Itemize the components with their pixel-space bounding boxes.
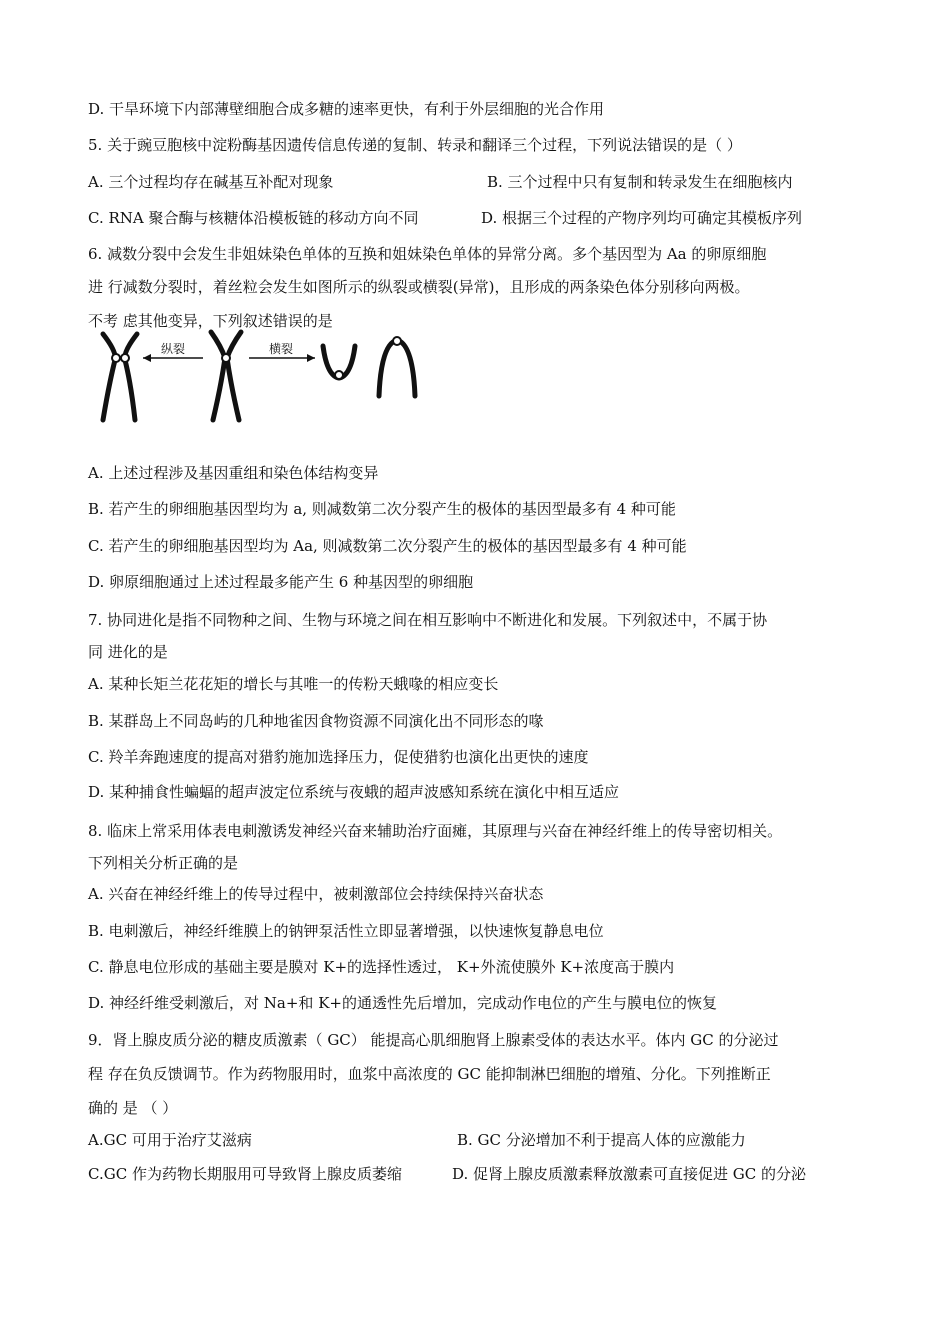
q6-option-a: A. 上述过程涉及基因重组和染色体结构变异 [88,464,379,482]
q9-stem-line2: 程 存在负反馈调节。作为药物服用时，血浆中高浓度的 GC 能抑制淋巴细胞的增殖、分化。下列推断正 [88,1065,771,1083]
q5-option-b: B. 三个过程中只有复制和转录发生在细胞核内 [487,173,793,191]
arrow-head-right [307,354,315,362]
q6-option-c: C. 若产生的卵细胞基因型均为 Aa, 则减数第二次分裂产生的极体的基因型最多有 4 种可能 [88,537,687,555]
q6-stem-line3: 不考 虑其他变异，下列叙述错误的是 [88,312,333,330]
q5-stem: 5. 关于豌豆胞核中淀粉酶基因遗传信息传递的复制、转录和翻译三个过程，下列说法错误的是（ ） [88,136,742,154]
q9-option-c: C.GC 作为药物长期服用可导致肾上腺皮质萎缩 [88,1165,402,1183]
arch-shaped-chromosome [379,340,415,396]
q9-option-d: D. 促肾上腺皮质激素释放激素可直接促进 GC 的分泌 [452,1165,807,1183]
q7-option-a: A. 某种长矩兰花花矩的增长与其唯一的传粉天蛾喙的相应变长 [88,675,499,693]
chromosome-split-figure [95,326,425,426]
q8-option-a: A. 兴奋在神经纤维上的传导过程中，被刺激部位会持续保持兴奋状态 [88,885,544,903]
q9-stem-line3: 确的 是 （ ） [88,1099,178,1117]
split-sister-chromatids-left [103,334,137,420]
q7-option-d: D. 某种捕食性蝙蝠的超声波定位系统与夜蛾的超声波感知系统在演化中相互适应 [88,783,620,801]
q7-option-b: B. 某群岛上不同岛屿的几种地雀因食物资源不同演化出不同形态的喙 [88,712,544,730]
q6-stem-line2: 进 行减数分裂时，着丝粒会发生如图所示的纵裂或横裂(异常)，且形成的两条染色体分别移向两极。 [88,278,750,296]
q7-stem-line2: 同 进化的是 [88,643,168,661]
q9-stem-line1: 9．肾上腺皮质分泌的糖皮质激素（ GC） 能提高心肌细胞肾上腺素受体的表达水平。体内 GC 的分泌过 [88,1031,779,1049]
q8-option-b: B. 电刺激后，神经纤维膜上的钠钾泵活性立即显著增强，以快速恢复静息电位 [88,922,604,940]
q8-option-d: D. 神经纤维受刺激后，对 Na+和 K+的通透性先后增加，完成动作电位的产生与膜电位的恢复 [88,994,717,1012]
q8-stem-line2: 下列相关分析正确的是 [88,854,239,872]
q6-stem-line1: 6. 减数分裂中会发生非姐妹染色单体的互换和姐妹染色单体的异常分离。多个基因型为 Aa 的卵原细胞 [88,245,767,263]
q5-option-d: D. 根据三个过程的产物序列均可确定其模板序列 [481,209,803,227]
q9-option-a: A.GC 可用于治疗艾滋病 [88,1131,252,1149]
centromere-center [222,354,230,362]
q5-option-c: C. RNA 聚合酶与核糖体沿模板链的移动方向不同 [88,209,419,227]
q8-stem-line1: 8. 临床上常采用体表电刺激诱发神经兴奋来辅助治疗面瘫，其原理与兴奋在神经纤维上的传导密切相关。 [88,822,783,840]
centromere-left-b [121,354,129,362]
center-x-chromosome [211,332,241,420]
q7-stem-line1: 7. 协同进化是指不同物种之间、生物与环境之间在相互影响中不断进化和发展。下列叙述中，不属于协 [88,611,768,629]
q5-option-a: A. 三个过程均存在碱基互补配对现象 [88,173,334,191]
q7-option-c: C. 羚羊奔跑速度的提高对猎豹施加选择压力，促使猎豹也演化出更快的速度 [88,748,589,766]
label-transverse: 横裂 [268,342,294,356]
q9-option-b: B. GC 分泌增加不利于提高人体的应激能力 [457,1131,746,1149]
q4-option-d: D. 干旱环境下内部薄壁细胞合成多糖的速率更快，有利于外层细胞的光合作用 [88,100,605,118]
centromere-arch [393,337,401,345]
arrow-head-left [143,354,151,362]
label-longitudinal: 纵裂 [160,342,186,356]
q8-option-c: C. 静息电位形成的基础主要是膜对 K+的选择性透过， K+外流使膜外 K+浓度高于膜内 [88,958,675,976]
centromere-left-a [112,354,120,362]
q6-option-b: B. 若产生的卵细胞基因型均为 a, 则减数第二次分裂产生的极体的基因型最多有 4 种可能 [88,500,676,518]
q6-option-d: D. 卵原细胞通过上述过程最多能产生 6 种基因型的卵细胞 [88,573,474,591]
centromere-u [335,371,343,379]
